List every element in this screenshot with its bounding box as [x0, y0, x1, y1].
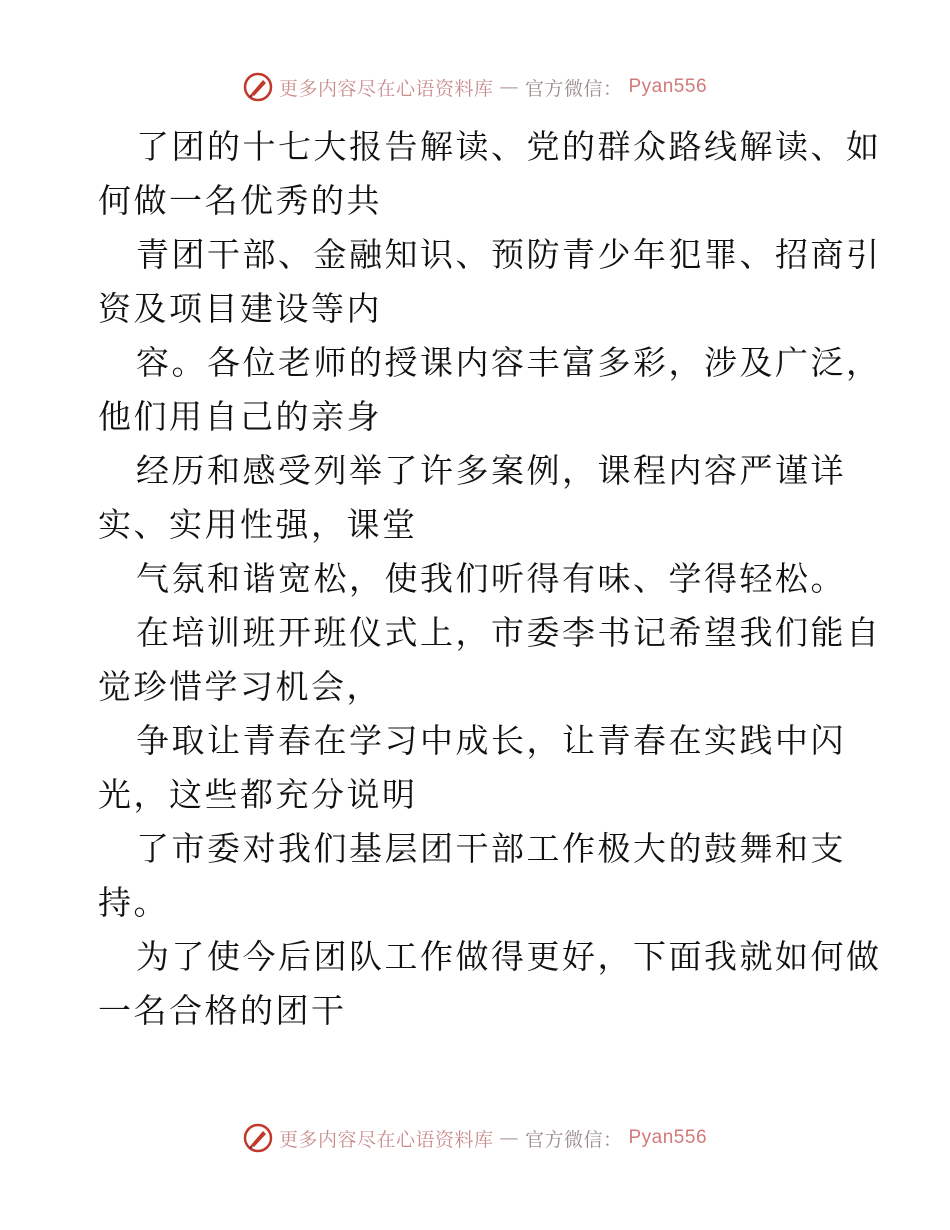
watermark-wechat-id: Pyan556	[628, 1127, 708, 1148]
watermark-official-label: 官方微信：	[524, 1128, 623, 1151]
text-line: 他们用自己的亲身	[98, 397, 382, 436]
text-line: 为了使今后团队工作做得更好，下面我就如何做	[136, 937, 882, 976]
text-line: 在培训班开班仪式上，市委李书记希望我们能自	[136, 613, 882, 652]
text-line: 了团的十七大报告解读、党的群众路线解读、如	[136, 127, 882, 166]
watermark-dash: —	[499, 1127, 519, 1149]
text-line: 觉珍惜学习机会，	[98, 667, 382, 706]
text-line: 持。	[98, 883, 169, 922]
text-line: 一名合格的团干	[98, 991, 347, 1030]
document-body	[98, 120, 882, 1038]
text-line: 实、实用性强，课堂	[98, 505, 418, 544]
text-line: 了市委对我们基层团干部工作极大的鼓舞和支	[136, 829, 846, 868]
text-line: 容。各位老师的授课内容丰富多彩，涉及广泛，	[136, 343, 882, 382]
text-line: 气氛和谐宽松，使我们听得有味、学得轻松。	[136, 559, 846, 598]
watermark-official-label: 官方微信：	[524, 77, 623, 100]
watermark-main-text: 更多内容尽在心语资料库	[278, 77, 494, 100]
text-line: 争取让青春在学习中成长，让青春在实践中闪	[136, 721, 846, 760]
text-line: 青团干部、金融知识、预防青少年犯罪、招商引	[136, 235, 882, 274]
text-line: 光，这些都充分说明	[98, 775, 418, 814]
text-line: 经历和感受列举了许多案例，课程内容严谨详	[136, 451, 846, 490]
text-line: 资及项目建设等内	[98, 289, 382, 328]
watermark-main-text: 更多内容尽在心语资料库	[278, 1128, 494, 1151]
watermark-dash: —	[499, 76, 519, 98]
header-watermark	[0, 72, 950, 102]
footer-watermark	[0, 1123, 950, 1153]
quill-logo-icon	[243, 72, 273, 102]
text-line: 何做一名优秀的共	[98, 181, 382, 220]
quill-logo-icon	[243, 1123, 273, 1153]
watermark-wechat-id: Pyan556	[628, 76, 708, 97]
